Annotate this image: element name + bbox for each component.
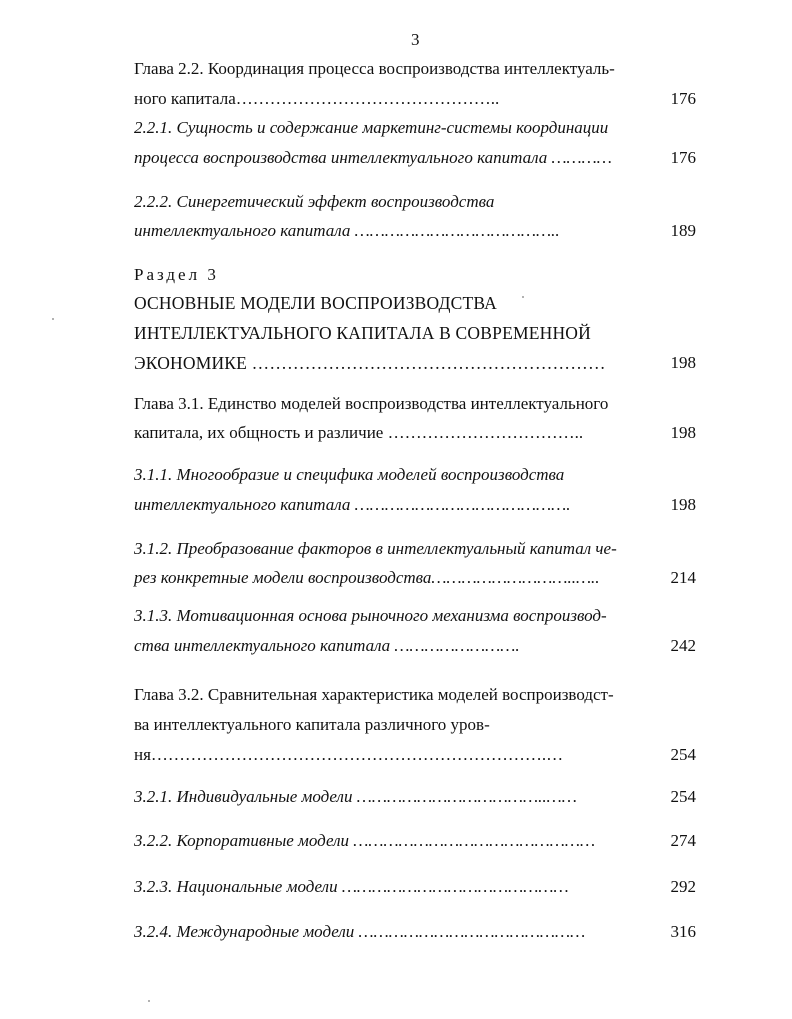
toc-part-3-label: Раздел 3 — [134, 265, 219, 284]
toc-part-3-title-cont: ИНТЕЛЛЕКТУАЛЬНОГО КАПИТАЛА В СОВРЕМЕННОЙ — [134, 323, 591, 343]
toc-section-3-1-1-page: 198 — [670, 495, 696, 514]
toc-section-3-1-3-title-cont: ства интеллектуального капитала ……………………. — [134, 636, 520, 655]
toc-chapter-3-2-title-end: ня…………………………………………………………….… — [134, 745, 564, 764]
toc-section-3-1-2-title-cont: рез конкретные модели воспроизводства………………………..….. — [134, 568, 600, 587]
toc-section-2-2-1-page: 176 — [670, 148, 696, 167]
toc-chapter-3-1-page: 198 — [670, 423, 696, 442]
toc-chapter-2-2-title: Глава 2.2. Координация процесса воспроизводства интеллектуаль- — [134, 59, 615, 78]
toc-section-3-1-3-page: 242 — [670, 636, 696, 655]
toc-section-2-2-1-title: 2.2.1. Сущность и содержание маркетинг-системы координации — [134, 118, 609, 137]
toc-section-3-1-1-title-cont: интеллектуального капитала ……………………………………. — [134, 495, 571, 514]
page-number: 3 — [411, 30, 420, 49]
toc-part-3-title-end: ЭКОНОМИКЕ …………………………………………………… — [134, 353, 606, 373]
scan-speck — [148, 1000, 150, 1002]
toc-section-3-2-2-title: 3.2.2. Корпоративные модели ………………………………………… — [134, 831, 596, 850]
toc-section-3-1-1-title: 3.1.1. Многообразие и специфика моделей воспроизводства — [134, 465, 565, 484]
toc-part-3-page: 198 — [670, 353, 696, 372]
toc-chapter-2-2-title-cont: ного капитала……………………………………….. — [134, 89, 500, 108]
toc-section-3-1-2-page: 214 — [670, 568, 696, 587]
toc-part-3-title: ОСНОВНЫЕ МОДЕЛИ ВОСПРОИЗВОДСТВА — [134, 293, 498, 313]
toc-section-3-1-2-title: 3.1.2. Преобразование факторов в интеллектуальный капитал че- — [134, 539, 617, 558]
toc-chapter-3-1-title: Глава 3.1. Единство моделей воспроизводства интеллектуального — [134, 394, 609, 413]
toc-chapter-3-2-title-cont: ва интеллектуального капитала различного уров- — [134, 715, 490, 734]
toc-section-3-2-3-page: 292 — [670, 877, 696, 896]
toc-section-2-2-2-page: 189 — [670, 221, 696, 240]
toc-section-3-1-3-title: 3.1.3. Мотивационная основа рыночного механизма воспроизвод- — [134, 606, 607, 625]
toc-section-3-2-2-page: 274 — [670, 831, 696, 850]
scan-speck — [522, 296, 524, 298]
toc-chapter-3-1-title-cont: капитала, их общность и различие …………………………….. — [134, 423, 584, 442]
scan-speck — [52, 318, 54, 320]
toc-section-2-2-2-title: 2.2.2. Синергетический эффект воспроизводства — [134, 192, 495, 211]
toc-chapter-3-2-title: Глава 3.2. Сравнительная характеристика моделей воспроизводст- — [134, 685, 614, 704]
toc-chapter-2-2-page: 176 — [670, 89, 696, 108]
toc-section-3-2-1-title: 3.2.1. Индивидуальные модели ………………………………..…… — [134, 787, 577, 806]
toc-section-3-2-4-page: 316 — [670, 922, 696, 941]
toc-section-2-2-2-title-cont: интеллектуального капитала ………………………………….. — [134, 221, 560, 240]
toc-section-3-2-3-title: 3.2.3. Национальные модели ……………………………………… — [134, 877, 569, 896]
toc-chapter-3-2-page: 254 — [670, 745, 696, 764]
toc-section-2-2-1-title-cont: процесса воспроизводства интеллектуального капитала ………… — [134, 148, 612, 167]
toc-section-3-2-1-page: 254 — [670, 787, 696, 806]
toc-section-3-2-4-title: 3.2.4. Международные модели ……………………………………… — [134, 922, 586, 941]
